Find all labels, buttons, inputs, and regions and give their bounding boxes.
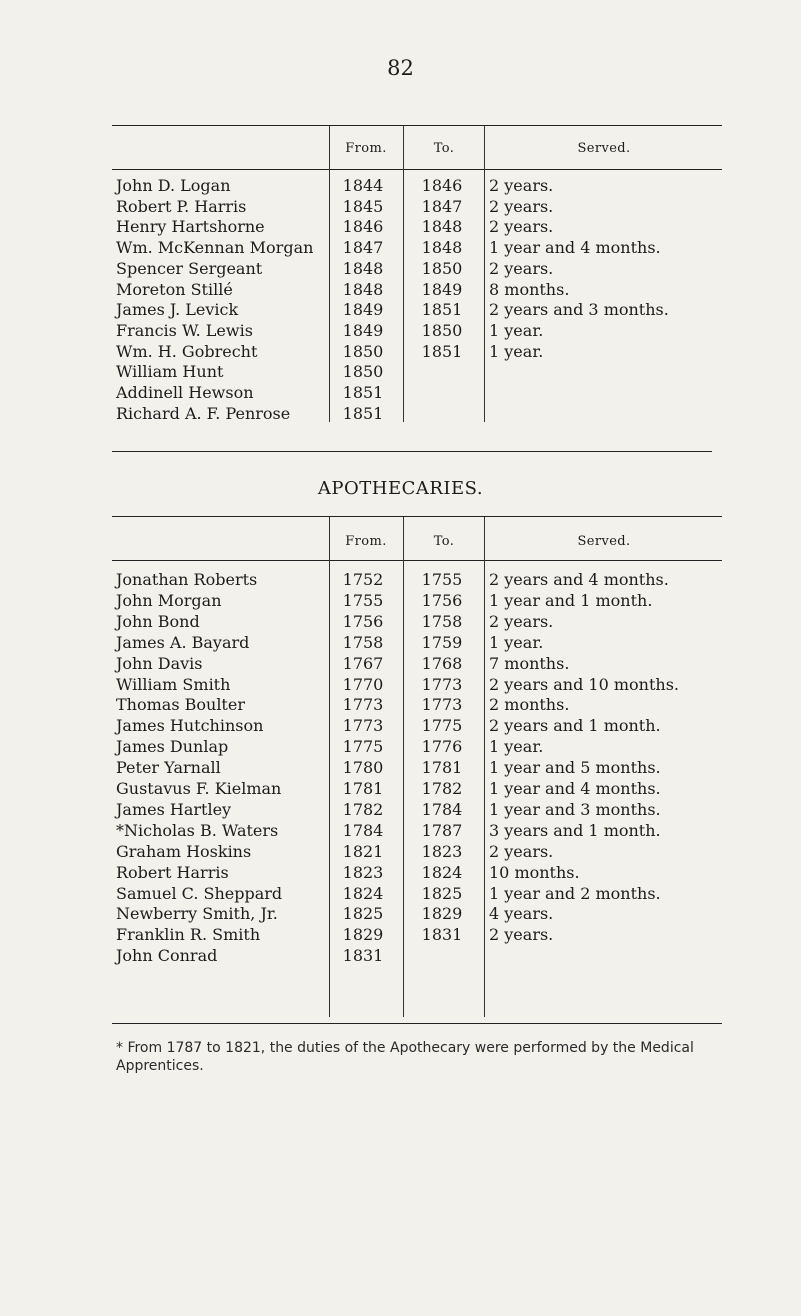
row-name: *Nicholas B. Waters <box>116 820 279 840</box>
table-row <box>0 842 801 863</box>
row-from: 1784 <box>342 820 384 840</box>
row-from: 1752 <box>342 570 384 589</box>
row-from: 1755 <box>342 590 384 610</box>
row-from: 1844 <box>342 176 384 195</box>
table-row <box>0 737 801 758</box>
page-number: 82 <box>387 56 414 80</box>
header-to: To. <box>433 534 455 549</box>
row-name: Francis W. Lewis <box>116 320 253 340</box>
row-name: Richard A. F. Penrose <box>116 403 291 423</box>
row-served: 2 years. <box>489 611 554 631</box>
table-row <box>0 654 801 675</box>
row-served: 2 years. <box>489 217 554 237</box>
table-row <box>0 238 801 259</box>
table-row <box>0 821 801 842</box>
row-from: 1775 <box>342 737 384 757</box>
row-name: Robert P. Harris <box>116 196 247 216</box>
row-from: 1849 <box>342 320 384 340</box>
row-from: 1831 <box>342 946 384 966</box>
table-row <box>0 570 801 591</box>
row-from: 1781 <box>342 779 384 798</box>
row-to: 1758 <box>421 611 463 631</box>
row-from: 1758 <box>342 632 384 652</box>
row-from: 1829 <box>342 925 384 945</box>
row-to: 1782 <box>421 779 463 798</box>
row-name: Moreton Stillé <box>116 279 233 299</box>
row-served: 1 year. <box>489 341 544 361</box>
row-name: Addinell Hewson <box>116 383 254 402</box>
row-to: 1759 <box>421 632 463 652</box>
row-served: 1 year and 5 months. <box>489 758 661 778</box>
row-to: 1825 <box>421 883 463 903</box>
row-to: 1847 <box>421 196 463 216</box>
row-name: Wm. McKennan Morgan <box>116 238 314 258</box>
table-row <box>0 383 801 404</box>
row-name: John Bond <box>116 611 200 631</box>
header-rule <box>112 169 722 170</box>
row-served: 2 years and 4 months. <box>489 570 669 589</box>
table-row <box>0 321 801 342</box>
row-name: James Hartley <box>116 799 232 819</box>
row-name: John Morgan <box>116 590 222 610</box>
row-from: 1770 <box>342 674 384 694</box>
row-name: Franklin R. Smith <box>116 925 261 945</box>
row-name: William Smith <box>116 674 231 694</box>
table-row <box>0 176 801 197</box>
table-row <box>0 280 801 301</box>
header-rule <box>112 560 722 561</box>
row-served: 1 year and 4 months. <box>489 238 661 258</box>
row-from: 1773 <box>342 716 384 736</box>
row-name: Gustavus F. Kielman <box>116 779 282 798</box>
row-from: 1782 <box>342 799 384 819</box>
row-from: 1773 <box>342 695 384 715</box>
table-bottom-rule <box>112 451 712 452</box>
row-served: 4 years. <box>489 904 554 924</box>
row-to: 1848 <box>421 217 463 237</box>
row-served: 10 months. <box>489 862 580 882</box>
table-row <box>0 884 801 905</box>
row-served: 2 years. <box>489 841 554 861</box>
row-served: 2 years and 10 months. <box>489 674 680 694</box>
row-to: 1776 <box>421 737 463 757</box>
row-to: 1831 <box>421 925 463 945</box>
header-served: Served. <box>577 141 631 156</box>
row-from: 1767 <box>342 653 384 673</box>
row-to: 1787 <box>421 820 463 840</box>
row-name: William Hunt <box>116 362 224 382</box>
row-served: 1 year and 1 month. <box>489 590 653 610</box>
row-name: James Dunlap <box>116 737 229 757</box>
row-to: 1756 <box>421 590 463 610</box>
row-name: Robert Harris <box>116 862 229 882</box>
row-from: 1824 <box>342 883 384 903</box>
row-to: 1849 <box>421 279 463 299</box>
row-to: 1768 <box>421 653 463 673</box>
row-name: James J. Levick <box>116 300 239 320</box>
table-bottom-rule <box>112 1023 722 1024</box>
header-to: To. <box>433 141 455 156</box>
table-top-rule <box>112 516 722 517</box>
table-row <box>0 217 801 238</box>
row-served: 2 years. <box>489 176 554 195</box>
row-from: 1845 <box>342 196 384 216</box>
row-served: 3 years and 1 month. <box>489 820 661 840</box>
table-row <box>0 197 801 218</box>
row-name: Wm. H. Gobrecht <box>116 341 258 361</box>
table-row <box>0 925 801 946</box>
row-name: Samuel C. Sheppard <box>116 883 283 903</box>
row-from: 1823 <box>342 862 384 882</box>
table-row <box>0 779 801 800</box>
row-to: 1823 <box>421 841 463 861</box>
row-from: 1821 <box>342 841 384 861</box>
header-from: From. <box>345 141 387 156</box>
row-name: John Davis <box>116 653 203 673</box>
row-from: 1851 <box>342 403 384 423</box>
row-from: 1851 <box>342 383 384 402</box>
row-to: 1773 <box>421 674 463 694</box>
row-name: James Hutchinson <box>116 716 264 736</box>
row-served: 1 year and 3 months. <box>489 799 661 819</box>
row-to: 1755 <box>421 570 463 589</box>
row-from: 1847 <box>342 238 384 258</box>
row-to: 1848 <box>421 238 463 258</box>
table-row <box>0 716 801 737</box>
table-row <box>0 342 801 363</box>
row-name: John Conrad <box>116 946 218 966</box>
row-name: Peter Yarnall <box>116 758 221 778</box>
table-row <box>0 800 801 821</box>
row-name: Newberry Smith, Jr. <box>116 904 278 924</box>
row-served: 1 year. <box>489 632 544 652</box>
table-row <box>0 259 801 280</box>
table-row <box>0 633 801 654</box>
row-to: 1784 <box>421 799 463 819</box>
row-served: 2 months. <box>489 695 570 715</box>
row-to: 1781 <box>421 758 463 778</box>
row-to: 1850 <box>421 320 463 340</box>
row-to: 1773 <box>421 695 463 715</box>
table-row <box>0 591 801 612</box>
row-from: 1780 <box>342 758 384 778</box>
table-row <box>0 404 801 425</box>
table-row <box>0 675 801 696</box>
row-served: 2 years and 1 month. <box>489 716 661 736</box>
row-from: 1846 <box>342 217 384 237</box>
row-name: Henry Hartshorne <box>116 217 265 237</box>
table-top-rule <box>112 125 722 126</box>
table-row <box>0 863 801 884</box>
header-from: From. <box>345 534 387 549</box>
row-from: 1849 <box>342 300 384 320</box>
row-served: 2 years. <box>489 925 554 945</box>
row-served: 2 years and 3 months. <box>489 300 669 320</box>
row-name: Spencer Sergeant <box>116 258 263 278</box>
row-served: 8 months. <box>489 279 570 299</box>
row-served: 1 year and 4 months. <box>489 779 661 798</box>
row-to: 1851 <box>421 300 463 320</box>
row-name: Thomas Boulter <box>116 695 245 715</box>
row-served: 1 year. <box>489 737 544 757</box>
table-row <box>0 300 801 321</box>
row-name: Graham Hoskins <box>116 841 252 861</box>
footnote: * From 1787 to 1821, the duties of the Apothecary were performed by the Medical Apprentices. <box>116 1040 694 1074</box>
row-to: 1851 <box>421 341 463 361</box>
table-row <box>0 904 801 925</box>
section-title: APOTHECARIES. <box>317 478 484 499</box>
row-served: 2 years. <box>489 258 554 278</box>
row-from: 1825 <box>342 904 384 924</box>
row-from: 1850 <box>342 341 384 361</box>
table-row <box>0 695 801 716</box>
row-name: James A. Bayard <box>116 632 250 652</box>
row-from: 1848 <box>342 258 384 278</box>
table-row <box>0 362 801 383</box>
row-served: 7 months. <box>489 653 570 673</box>
row-to: 1850 <box>421 258 463 278</box>
row-to: 1824 <box>421 862 463 882</box>
row-served: 1 year and 2 months. <box>489 883 661 903</box>
row-to: 1775 <box>421 716 463 736</box>
row-served: 1 year. <box>489 320 544 340</box>
row-name: John D. Logan <box>116 176 231 195</box>
table-row <box>0 612 801 633</box>
row-name: Jonathan Roberts <box>116 570 258 589</box>
row-from: 1848 <box>342 279 384 299</box>
table-row <box>0 946 801 967</box>
row-to: 1846 <box>421 176 463 195</box>
table-row <box>0 758 801 779</box>
row-from: 1850 <box>342 362 384 382</box>
row-from: 1756 <box>342 611 384 631</box>
row-served: 2 years. <box>489 196 554 216</box>
header-served: Served. <box>577 534 631 549</box>
row-to: 1829 <box>421 904 463 924</box>
